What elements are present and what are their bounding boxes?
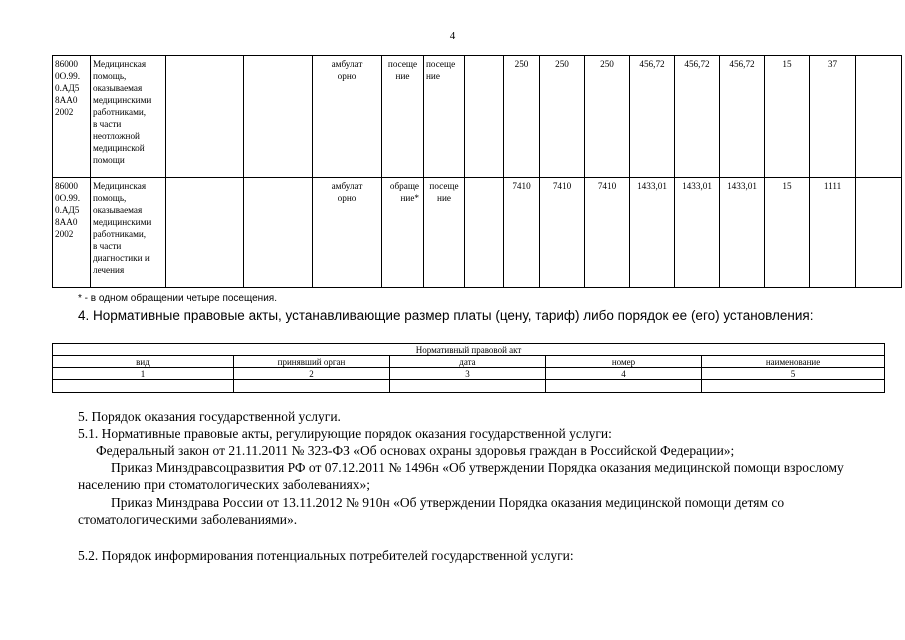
percent-cell: 15 [765,56,810,178]
value-cell: 250 [540,56,585,178]
services-volume-table [52,55,902,288]
deviation-cell: 1111 [810,178,856,288]
price-cell: 456,72 [630,56,675,178]
measure-unit-cell: посеще ние [424,178,465,288]
column-header: вид [53,356,234,368]
indicator-unit-cell: обраще ние* [382,178,424,288]
deviation-cell: 37 [810,56,856,178]
percent-cell: 15 [765,178,810,288]
column-number: 2 [234,368,390,380]
empty-cell [465,56,504,178]
empty-cell [244,178,313,288]
table-row [53,56,902,178]
table-row [53,380,885,393]
form-cell: амбулат орно [313,56,382,178]
column-header: номер [546,356,702,368]
column-number: 3 [390,368,546,380]
section-4-heading: 4. Нормативные правовые акты, устанавливающие размер платы (цену, тариф) либо порядок ее (его) установления: [78,308,814,323]
column-number: 1 [53,368,234,380]
value-cell: 250 [504,56,540,178]
column-header: дата [390,356,546,368]
column-number: 5 [702,368,885,380]
table-row [53,178,902,288]
section-5-title: 5. Порядок оказания государственной услуги. [78,409,341,424]
price-cell: 1433,01 [630,178,675,288]
law-item: Приказ Минздравсоцразвития РФ от 07.12.2011 № 1496н «Об утверждении Порядка оказания медицинской помощи взрослому населению при стоматологических заболеваниях»; [78,460,844,492]
value-cell: 250 [585,56,630,178]
page-number: 4 [449,30,456,42]
normative-acts-table [52,343,885,393]
registry-code-cell: 86000 0О.99. 0.АД5 8АА0 2002 [53,56,91,178]
column-number: 4 [546,368,702,380]
footnote: * - в одном обращении четыре посещения. [78,293,277,304]
table-title-row [53,344,885,356]
law-item: Федеральный закон от 21.11.2011 № 323-ФЗ «Об основах охраны здоровья граждан в Российской Федерации»; [96,443,735,458]
service-name-cell: Медицинская помощь, оказываемая медицинскими работниками, в части диагностики и лечения [91,178,166,288]
registry-code-cell: 86000 0О.99. 0.АД5 8АА0 2002 [53,178,91,288]
empty-cell [53,380,234,393]
measure-unit-cell: посеще ние [424,56,465,178]
law-item: Приказ Минздрава России от 13.11.2012 № 910н «Об утверждении Порядка оказания медицинской помощи детям со стоматологическими заболеваниями». [78,495,785,527]
empty-cell [244,56,313,178]
value-cell: 7410 [504,178,540,288]
price-cell: 1433,01 [675,178,720,288]
table-title: Нормативный правовой акт [53,344,885,356]
value-cell: 7410 [585,178,630,288]
column-header: принявший орган [234,356,390,368]
empty-cell [546,380,702,393]
price-cell: 456,72 [675,56,720,178]
form-cell: амбулат орно [313,178,382,288]
empty-cell [856,178,902,288]
empty-cell [166,56,244,178]
empty-cell [166,178,244,288]
empty-cell [390,380,546,393]
indicator-unit-cell: посеще ние [382,56,424,178]
empty-cell [465,178,504,288]
service-name-cell: Медицинская помощь, оказываемая медицинскими работниками, в части неотложной медицинской помощи [91,56,166,178]
price-cell: 456,72 [720,56,765,178]
table-header-row [53,356,885,368]
section-5-2-heading: 5.2. Порядок информирования потенциальных потребителей государственной услуги: [78,548,574,563]
column-header: наименование [702,356,885,368]
empty-cell [702,380,885,393]
value-cell: 7410 [540,178,585,288]
empty-cell [234,380,390,393]
column-number-row [53,368,885,380]
section-5-1-heading: 5.1. Нормативные правовые акты, регулирующие порядок оказания государственной услуги: [78,426,612,441]
price-cell: 1433,01 [720,178,765,288]
empty-cell [856,56,902,178]
